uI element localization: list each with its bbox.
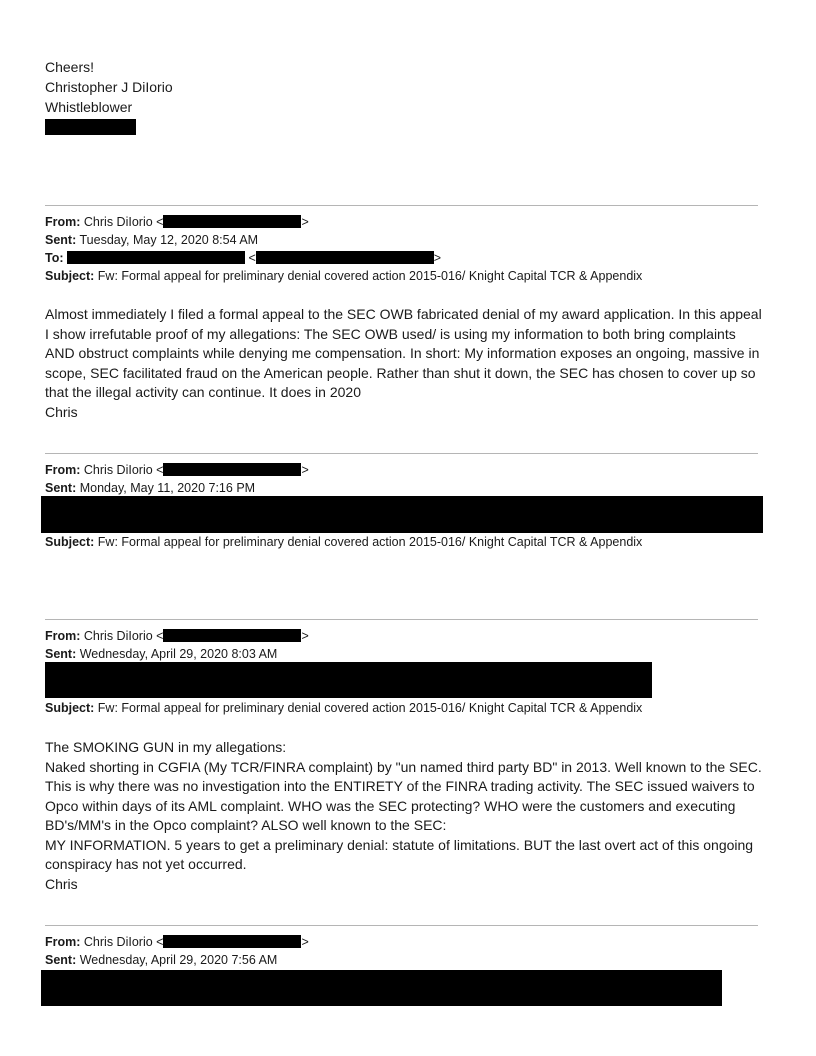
email-body [45, 738, 765, 894]
email-from-line: From: Chris DiIorio < > [45, 629, 309, 643]
email-sent-line: Sent: Monday, May 11, 2020 7:16 PM [45, 481, 256, 495]
email-body-paragraph: Almost immediately I filed a formal appeal to the SEC OWB fabricated denial of my award application. In this appeal I show irrefutable proof of my allegations: The SEC OWB used/ is using my information to both bring complaints AND obstruct complaints while denying me compensation. In short: My information exposes an ongoing, massive in scope, SEC facilitated fraud on the American people. Rather than shut it down, the SEC has chosen to cover up so that the illegal activity can continue. It does in 2020 [45, 306, 762, 400]
email-from-line: From: Chris DiIorio < > [45, 463, 309, 477]
email-sent-date: Wednesday, April 29, 2020 8:03 AM [79, 647, 278, 661]
redaction-block [67, 251, 245, 264]
email-body-paragraph: MY INFORMATION. 5 years to get a preliminary denial: statute of limitations. BUT the last overt act of this ongoing conspiracy has not yet occurred. [45, 836, 754, 872]
email-body [45, 305, 765, 422]
email-sent-line: Sent: Wednesday, April 29, 2020 7:56 AM [45, 953, 278, 967]
email-sent-date: Wednesday, April 29, 2020 7:56 AM [79, 953, 278, 967]
email-body-sign-off: Chris [45, 875, 78, 892]
signature-closing: Cheers! [45, 59, 95, 75]
email-from-name: Chris DiIorio [83, 629, 153, 643]
email-from-name: Chris DiIorio [83, 935, 153, 949]
email-separator [45, 453, 758, 454]
email-subject: Fw: Formal appeal for preliminary denial covered action 2015-016/ Knight Capital TCR & Appendix [97, 701, 643, 715]
signature-title: Whistleblower [45, 99, 133, 115]
email-separator [45, 619, 758, 620]
redaction-block [41, 970, 722, 1006]
email-subject: Fw: Formal appeal for preliminary denial covered action 2015-016/ Knight Capital TCR & Appendix [97, 269, 643, 283]
email-sent-date: Tuesday, May 12, 2020 8:54 AM [79, 233, 259, 247]
email-sent-line: Sent: Wednesday, April 29, 2020 8:03 AM [45, 647, 278, 661]
redaction-block [163, 215, 301, 228]
email-subject-line: Subject: Fw: Formal appeal for preliminary denial covered action 2015-016/ Knight Capital TCR & Appendix [45, 701, 643, 715]
redaction-block [163, 935, 301, 948]
email-separator [45, 925, 758, 926]
email-from-name: Chris DiIorio [83, 463, 153, 477]
redaction-block [45, 662, 652, 698]
email-subject-line: Subject: Fw: Formal appeal for preliminary denial covered action 2015-016/ Knight Capital TCR & Appendix [45, 269, 643, 283]
email-sent-date: Monday, May 11, 2020 7:16 PM [79, 481, 256, 495]
email-from-line: From: Chris DiIorio < > [45, 215, 309, 229]
signature-name: Christopher J DiIorio [45, 79, 173, 95]
redaction-block [256, 251, 434, 264]
email-body-paragraph: Naked shorting in CGFIA (My TCR/FINRA complaint) by "un named third party BD" in 2013. Well known to the SEC. This is why there was no investigation into the ENTIRETY of the FINRA trading activity. The SEC issued waivers to Opco within days of its AML complaint. WHO was the SEC protecting? WHO were the customers and executing BD's/MM's in the Opco complaint? ALSO well known to the SEC: [45, 758, 762, 833]
email-subject: Fw: Formal appeal for preliminary denial covered action 2015-016/ Knight Capital TCR & Appendix [97, 535, 643, 549]
email-from-name: Chris DiIorio [83, 215, 153, 229]
redaction-block [41, 496, 763, 533]
redaction-block [45, 119, 136, 135]
email-to-line: To: < > [45, 251, 442, 265]
redaction-block [163, 629, 301, 642]
email-sent-line: Sent: Tuesday, May 12, 2020 8:54 AM [45, 233, 259, 247]
email-body-paragraph: The SMOKING GUN in my allegations: [45, 739, 287, 755]
email-separator [45, 205, 758, 206]
email-subject-line: Subject: Fw: Formal appeal for preliminary denial covered action 2015-016/ Knight Capital TCR & Appendix [45, 535, 643, 549]
redaction-block [163, 463, 301, 476]
email-from-line: From: Chris DiIorio < > [45, 935, 309, 949]
email-body-sign-off: Chris [45, 403, 78, 420]
